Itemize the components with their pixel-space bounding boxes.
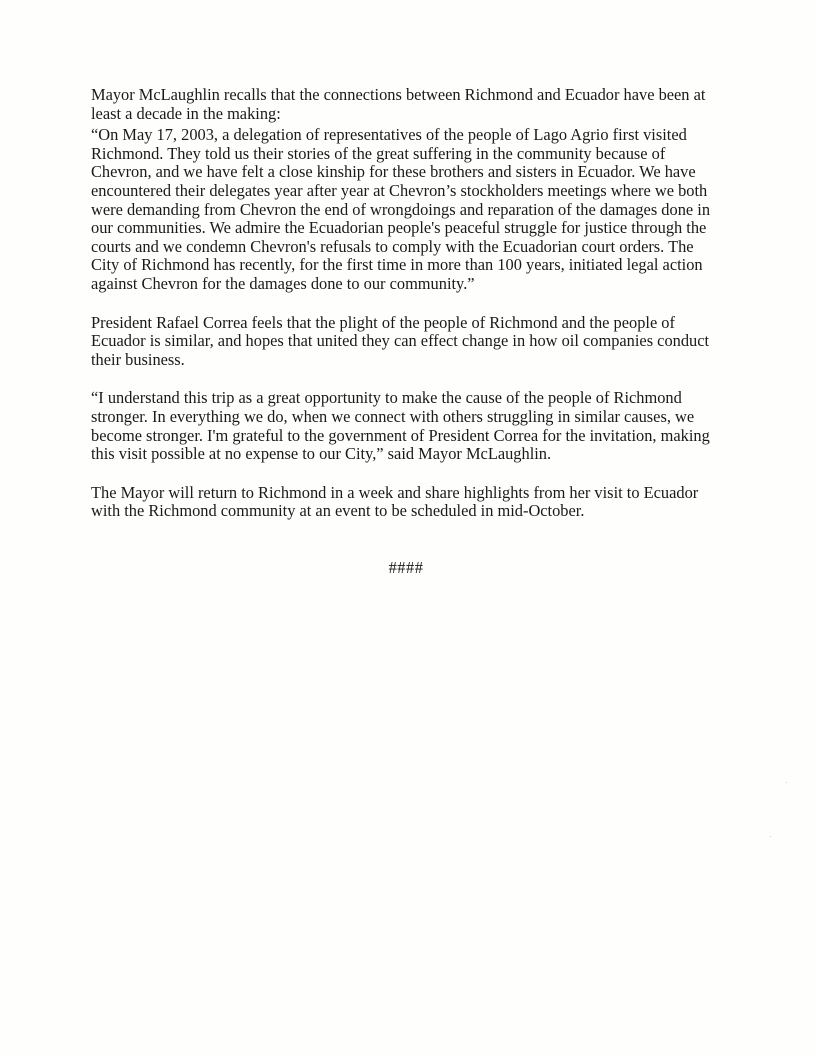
scan-speck (770, 836, 771, 837)
paragraph-correa: President Rafael Correa feels that the plight of the people of Richmond and the people of Ecuador is similar, and hopes that united they can effect change in how oil companies conduct their business. (91, 312, 710, 369)
paragraph-intro: Mayor McLaughlin recalls that the connections between Richmond and Ecuador have been at least a decade in the making: (91, 85, 706, 123)
end-of-release-mark: #### (388, 557, 424, 577)
paragraph-quote-trip: “I understand this trip as a great opportunity to make the cause of the people of Richmond stronger. In everything we do, when we connect with others struggling in similar causes, we become stronger. I'm grateful to the government of President Correa for the invitation, making this visit possible at no expense to our City,” said Mayor McLaughlin. (91, 388, 710, 464)
paragraph-quote-lago-agrio: “On May 17, 2003, a delegation of representatives of the people of Lago Agrio first visited Richmond. They told us their stories of the great suffering in the community because of Chevron, and we have felt a close kinship for these brothers and sisters in Ecuador. We have encountered their delegates year after year at Chevron’s stockholders meetings where we both were demanding from Chevron the end of wrongdoings and reparation of the damages done in our communities. We admire the Ecuadorian people's peaceful struggle for justice through the courts and we condemn Chevron's refusals to comply with the Ecuadorian court orders. The City of Richmond has recently, for the first time in more than 100 years, initiated legal action against Chevron for the damages done to our community.” (91, 125, 711, 293)
document-body (91, 86, 721, 577)
paragraph-return-visit: The Mayor will return to Richmond in a week and share highlights from her visit to Ecuador with the Richmond community at an event to be scheduled in mid-October. (91, 482, 699, 521)
scan-speck (786, 782, 787, 783)
